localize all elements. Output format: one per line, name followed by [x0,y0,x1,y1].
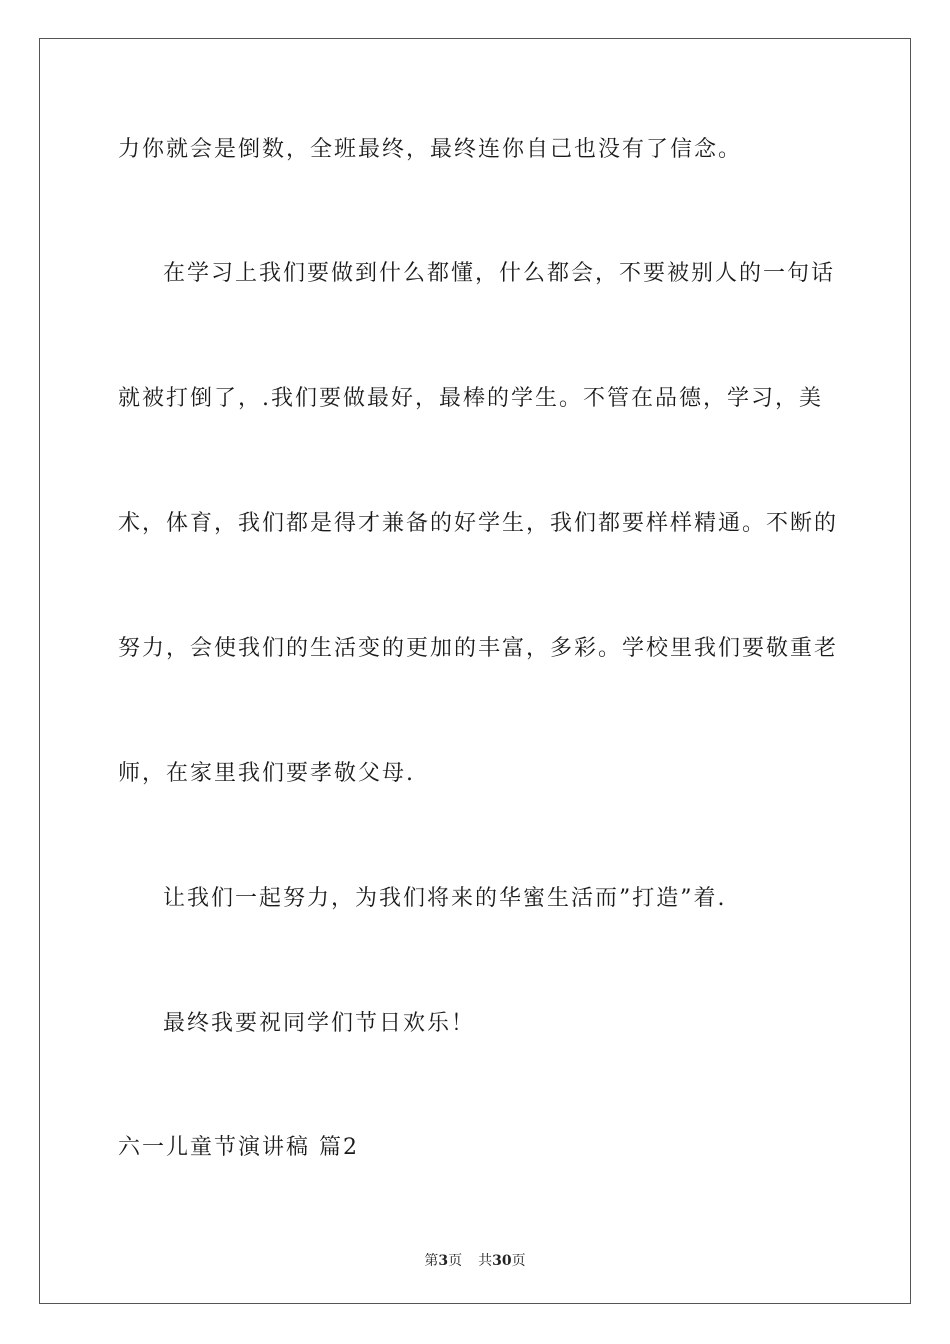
footer-prefix: 第 [424,1253,439,1269]
body-text-line-1: 力你就会是倒数，全班最终，最终连你自己也没有了信念。 [118,137,743,162]
page-border [39,38,911,1304]
total-pages-number: 30 [492,1253,512,1269]
body-text-line-5: 努力，会使我们的生活变的更加的丰富，多彩。学校里我们要敬重老 [118,636,839,661]
page-number-footer [0,1250,950,1270]
body-text-line-4: 术，体育，我们都是得才兼备的好学生，我们都要样样精通。不断的 [118,511,839,536]
body-text-line-8: 最终我要祝同学们节日欢乐！ [163,1011,476,1036]
body-text-line-2: 在学习上我们要做到什么都懂，什么都会，不要被别人的一句话 [163,261,836,286]
footer-page-suffix: 页 [448,1253,463,1269]
body-text-line-7: 让我们一起努力，为我们将来的华蜜生活而”打造”着. [163,886,727,911]
footer-total-prefix: 共 [478,1253,493,1269]
body-text-line-3: 就被打倒了，.我们要做最好，最棒的学生。不管在品德，学习，美 [118,386,823,411]
footer-total-suffix: 页 [511,1253,526,1269]
current-page-number: 3 [438,1253,449,1269]
section-heading: 六一儿童节演讲稿 篇2 [118,1135,359,1160]
body-text-line-6: 师，在家里我们要孝敬父母. [118,761,415,786]
